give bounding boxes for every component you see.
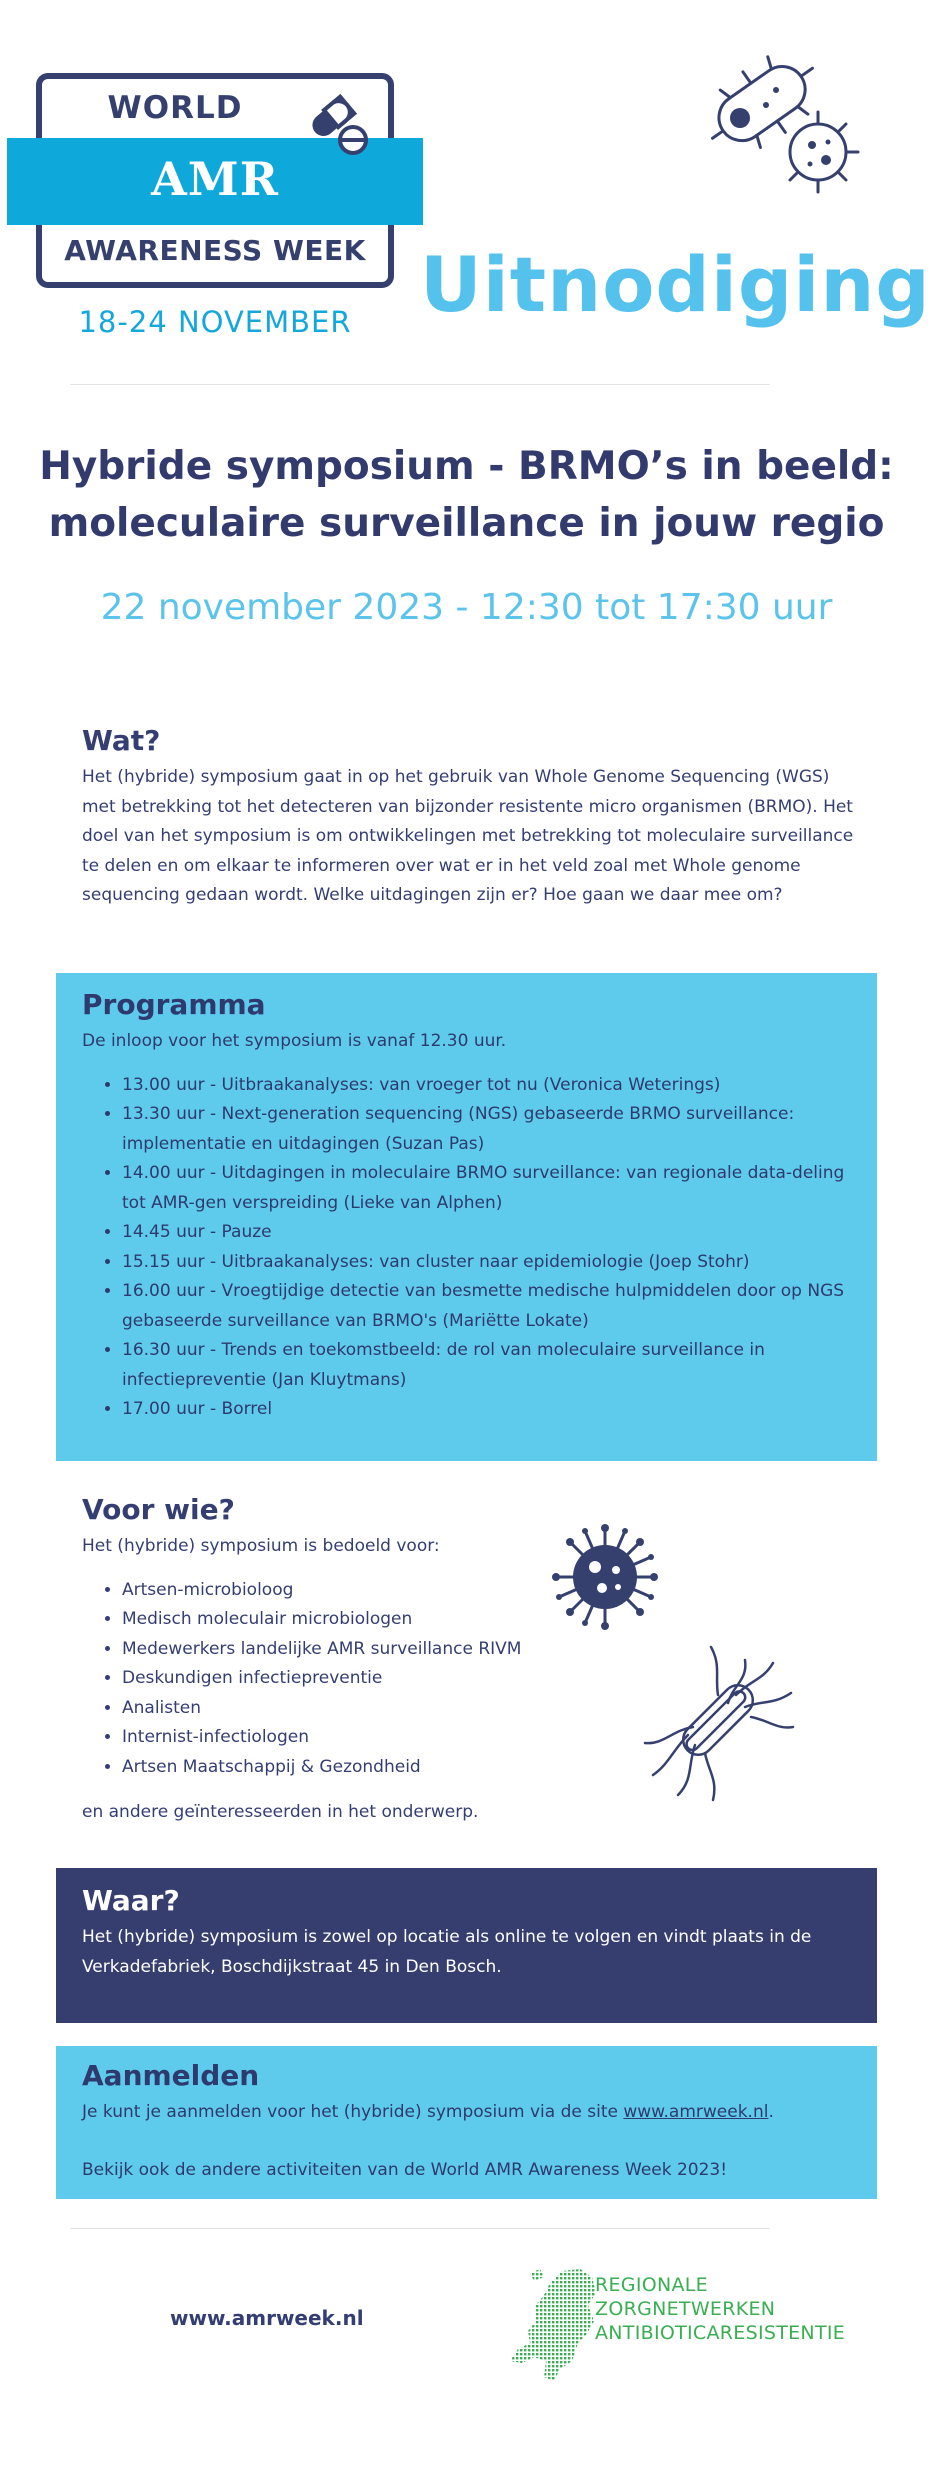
pill-icon <box>303 90 373 160</box>
bacteria-icon <box>700 50 870 200</box>
list-item: • Medisch moleculair microbiologen <box>122 1605 642 1635</box>
invitation-heading: Uitnodiging <box>420 240 931 329</box>
list-item: • 17.00 uur - Borrel <box>122 1395 862 1425</box>
aanmelden-text <box>82 2098 872 2128</box>
programma-list <box>82 1071 862 1425</box>
list-item: • 16.00 uur - Vroegtijdige detectie van besmette medische hulpmiddelen door op NGS gebaseerde surveillance van BRMO's (Mariëtte Lokate) <box>122 1277 862 1336</box>
list-item: • Artsen-microbioloog <box>122 1576 642 1606</box>
list-item: • 13.00 uur - Uitbraakanalyses: van vroeger tot nu (Veronica Weterings) <box>122 1071 862 1101</box>
list-item: • Analisten <box>122 1694 642 1724</box>
divider <box>70 384 770 385</box>
programma-intro: De inloop voor het symposium is vanaf 12.30 uur. <box>82 1031 507 1051</box>
section-aanmelden <box>82 2059 872 2185</box>
org-line-2: ZORGNETWERKEN <box>595 2298 776 2320</box>
list-item: • 16.30 uur - Trends en toekomstbeeld: de rol van moleculaire surveillance in infectiepreventie (Jan Kluytmans) <box>122 1336 862 1395</box>
voorwie-heading: Voor wie? <box>82 1493 235 1526</box>
page-title <box>0 438 933 552</box>
wat-heading: Wat? <box>82 724 161 757</box>
title-line-1: Hybride symposium - BRMO’s in beeld: <box>39 444 894 489</box>
logo-world-text: WORLD <box>107 90 243 126</box>
list-item: • Internist-infectiologen <box>122 1723 642 1753</box>
aanmelden-line2: Bekijk ook de andere activiteiten van de World AMR Awareness Week 2023! <box>82 2159 728 2180</box>
section-programma <box>82 988 862 1425</box>
aanmelden-text-after: . <box>768 2102 774 2122</box>
footer-site-link[interactable]: www.amrweek.nl <box>170 2306 364 2330</box>
aanmelden-heading: Aanmelden <box>82 2059 260 2092</box>
voorwie-extra: en andere geïnteresseerden in het onderwerp. <box>82 1802 479 1822</box>
event-date: 22 november 2023 - 12:30 tot 17:30 uur <box>100 587 833 628</box>
aanmelden-text-before: Je kunt je aanmelden voor het (hybride) symposium via de site <box>82 2102 624 2122</box>
virus-icon <box>550 1522 660 1632</box>
section-wat <box>82 724 862 911</box>
list-item: • 14.45 uur - Pauze <box>122 1218 862 1248</box>
waar-text: Het (hybride) symposium is zowel op locatie als online te volgen en vindt plaats in de Verkadefabriek, Boschdijkstraat 45 in Den Bosch. <box>82 1927 812 1977</box>
list-item: • Medewerkers landelijke AMR surveillance RIVM <box>122 1635 642 1665</box>
list-item: • 13.30 uur - Next-generation sequencing (NGS) gebaseerde BRMO surveillance: implementatie en uitdagingen (Suzan Pas) <box>122 1100 862 1159</box>
waar-heading: Waar? <box>82 1884 180 1917</box>
bacterium-icon <box>633 1635 803 1805</box>
amrweek-link[interactable]: www.amrweek.nl <box>623 2102 769 2122</box>
section-waar <box>82 1884 872 1982</box>
voorwie-intro: Het (hybride) symposium is bedoeld voor: <box>82 1536 440 1556</box>
title-line-2: moleculaire surveillance in jouw regio <box>48 501 885 546</box>
list-item: • Deskundigen infectiepreventie <box>122 1664 642 1694</box>
divider <box>70 2228 770 2229</box>
wat-text: Het (hybride) symposium gaat in op het gebruik van Whole Genome Sequencing (WGS) met betrekking tot het detecteren van bijzonder resistente micro organismen (BRMO). Het doel van het symposium is om ontwikkelingen met betrekking tot moleculaire surveillance te delen en om elkaar te informeren over wat er in het veld zoal met Whole genome sequencing gedaan wordt. Welke uitdagingen zijn er? Hoe gaan we daar mee om? <box>82 767 854 905</box>
org-line-1: REGIONALE <box>595 2274 708 2296</box>
logo-awareness-text: AWARENESS WEEK <box>64 234 366 267</box>
list-item: • Artsen Maatschappij & Gezondheid <box>122 1753 642 1783</box>
netherlands-map-icon <box>500 2265 610 2385</box>
footer-organisation <box>595 2273 845 2345</box>
programma-heading: Programma <box>82 988 266 1021</box>
list-item: • 14.00 uur - Uitdagingen in moleculaire BRMO surveillance: van regionale data-deling tot AMR-gen verspreiding (Lieke van Alphen) <box>122 1159 862 1218</box>
logo-dates-text: 18-24 NOVEMBER <box>78 305 352 339</box>
logo-amr-text: AMR <box>151 152 279 206</box>
org-line-3: ANTIBIOTICARESISTENTIE <box>595 2322 846 2344</box>
list-item: • 15.15 uur - Uitbraakanalyses: van cluster naar epidemiologie (Joep Stohr) <box>122 1248 862 1278</box>
